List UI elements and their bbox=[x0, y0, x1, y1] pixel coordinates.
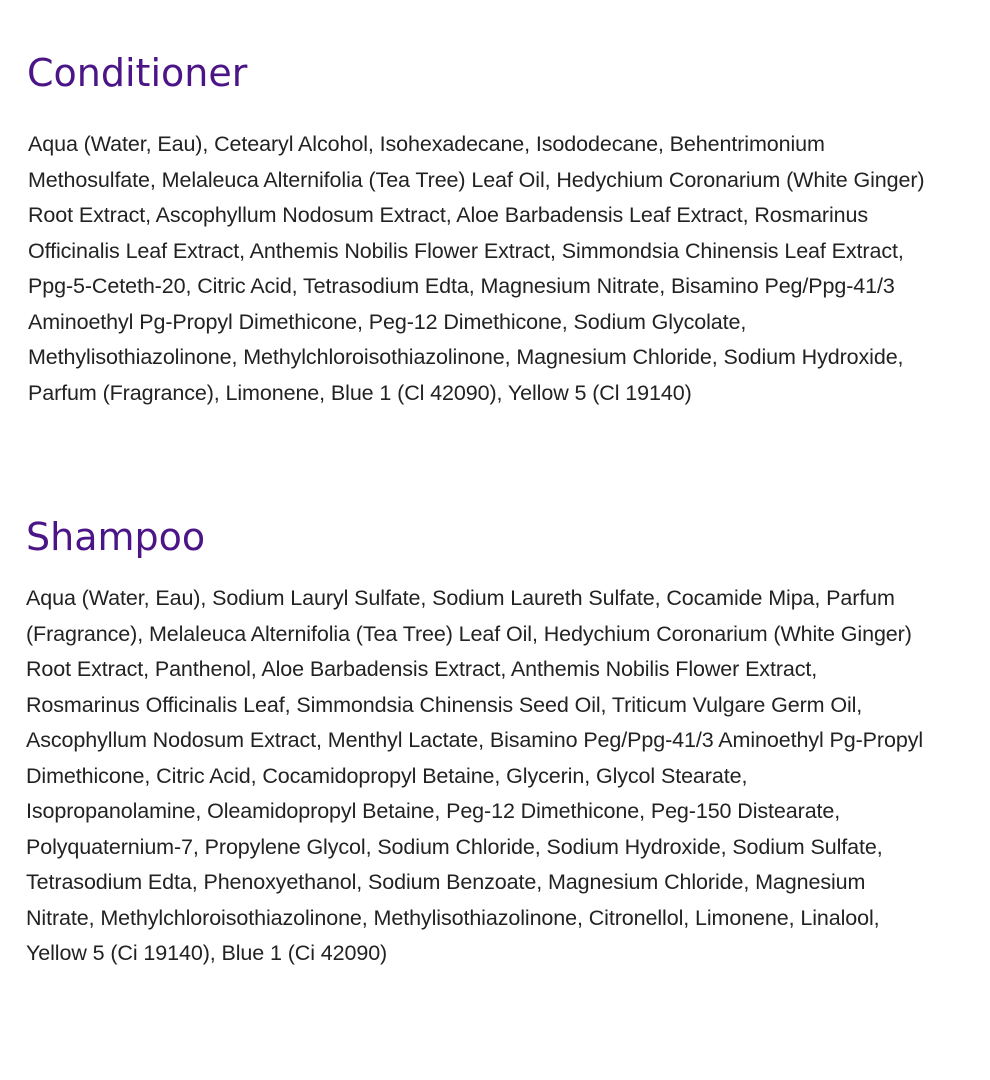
shampoo-ingredients: Aqua (Water, Eau), Sodium Lauryl Sulfate, Sodium Laureth Sulfate, Cocamide Mipa, Parfum (Fragrance), Melaleuca Alternifolia (Tea Tree) Leaf Oil, Hedychium Coronarium (White Ginger) Root Extract, Panthenol, Aloe Barbadensis Extract, Anthemis Nobilis Flower Extract, Rosmarinus Officinalis Leaf, Simmondsia Chinensis Seed Oil, Triticum Vulgare Germ Oil, Ascophyllum Nodosum Extract, Menthyl Lactate, Bisamino Peg/Ppg-41/3 Aminoethyl Pg-Propyl Dimethicone, Citric Acid, Cocamidopropyl Betaine, Glycerin, Glycol Stearate, Isopropanolamine, Oleamidopropyl Betaine, Peg-12 Dimethicone, Peg-150 Distearate, Polyquaternium-7, Propylene Glycol, Sodium Chloride, Sodium Hydroxide, Sodium Sulfate, Tetrasodium Edta, Phenoxyethanol, Sodium Benzoate, Magnesium Chloride, Magnesium Nitrate, Methylchloroisothiazolinone, Methylisothiazolinone, Citronellol, Limonene, Linalool, Yellow 5 (Ci 19140), Blue 1 (Ci 42090) bbox=[26, 586, 924, 965]
conditioner-heading: Conditioner bbox=[27, 51, 248, 95]
shampoo-heading: Shampoo bbox=[26, 515, 206, 559]
conditioner-ingredients: Aqua (Water, Eau), Cetearyl Alcohol, Isohexadecane, Isododecane, Behentrimonium Methosulfate, Melaleuca Alternifolia (Tea Tree) Leaf Oil, Hedychium Coronarium (White Ginger) Root Extract, Ascophyllum Nodosum Extract, Aloe Barbadensis Leaf Extract, Rosmarinus Officinalis Leaf Extract, Anthemis Nobilis Flower Extract, Simmondsia Chinensis Leaf Extract, Ppg-5-Ceteth-20, Citric Acid, Tetrasodium Edta, Magnesium Nitrate, Bisamino Peg/Ppg-41/3 Aminoethyl Pg-Propyl Dimethicone, Peg-12 Dimethicone, Sodium Glycolate, Methylisothiazolinone, Methylchloroisothiazolinone, Magnesium Chloride, Sodium Hydroxide, Parfum (Fragrance), Limonene, Blue 1 (Cl 42090), Yellow 5 (Cl 19140) bbox=[28, 132, 925, 405]
